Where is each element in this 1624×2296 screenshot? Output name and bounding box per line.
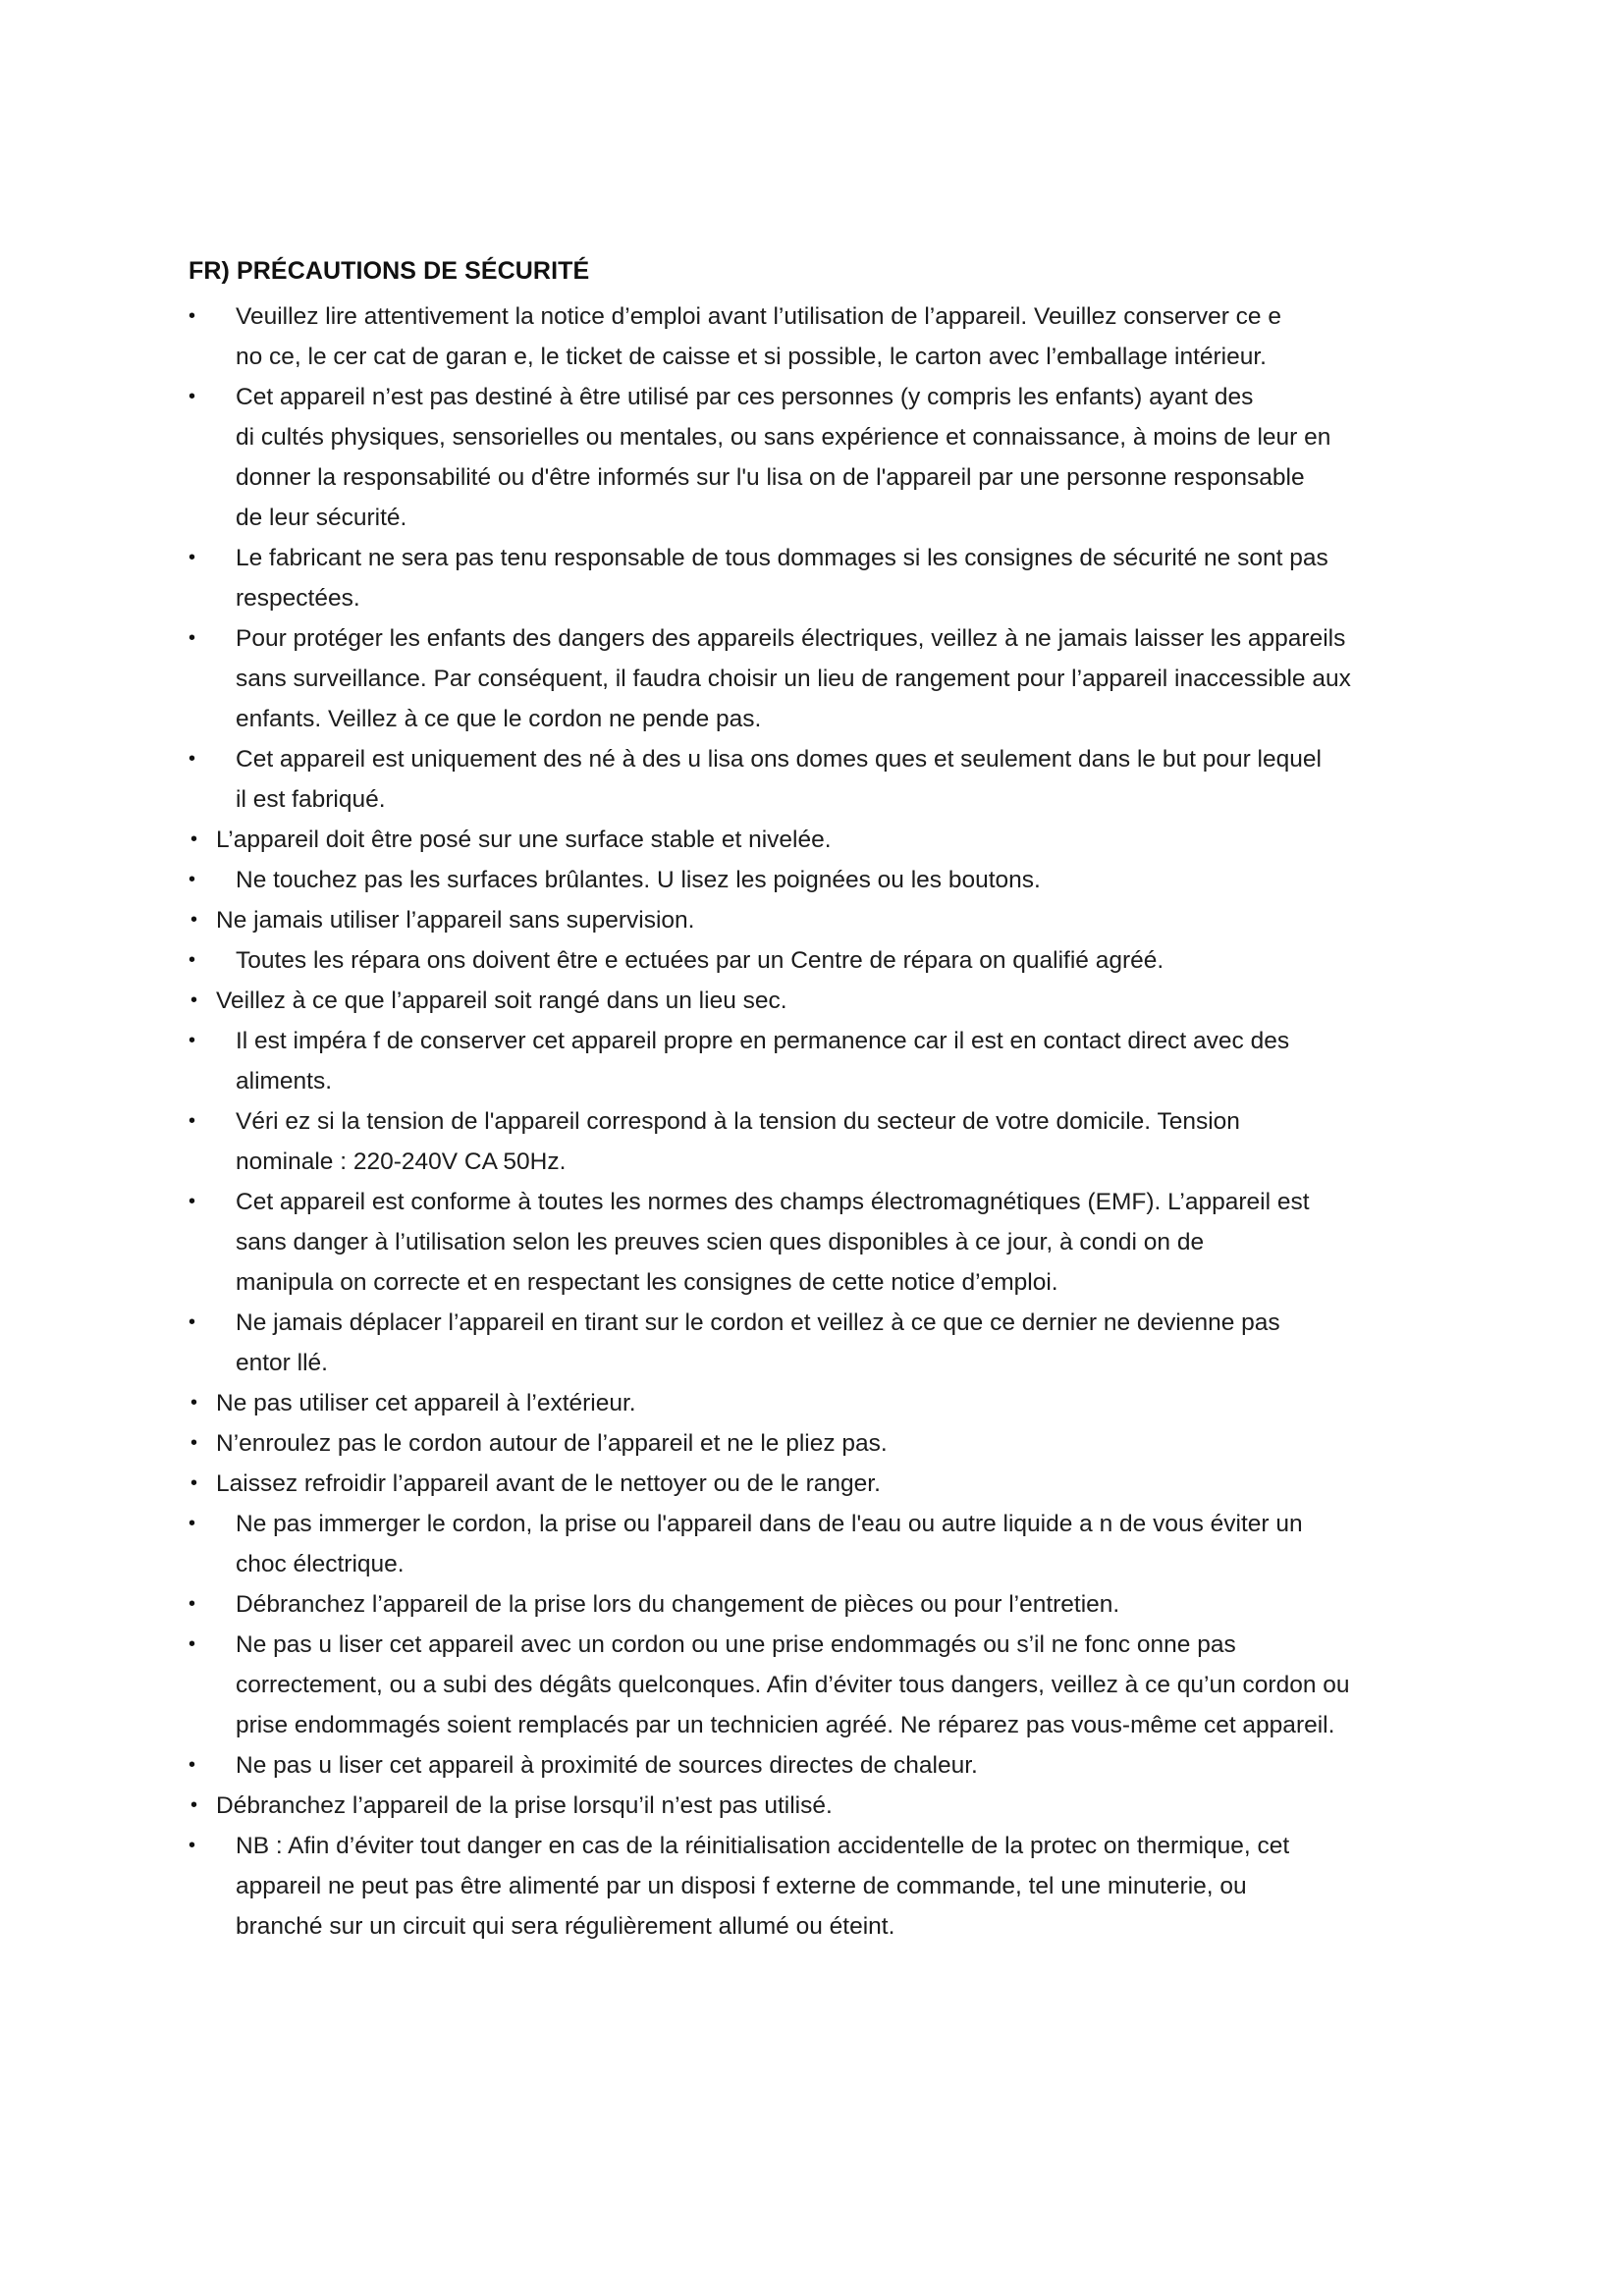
- list-item-text-line: sans surveillance. Par conséquent, il faudra choisir un lieu de rangement pour l’appareil inaccessible aux: [236, 666, 1351, 692]
- list-item-text-line: entor llé.: [236, 1350, 328, 1376]
- list-item-text-line: Débranchez l’appareil de la prise lors du changement de pièces ou pour l’entretien.: [236, 1591, 1120, 1618]
- bullet-icon: •: [189, 1191, 196, 1212]
- list-item-text-line: enfants. Veillez à ce que le cordon ne pende pas.: [236, 706, 762, 732]
- list-item-text-line: Ne jamais déplacer l’appareil en tirant sur le cordon et veillez à ce que ce dernier ne devienne pas: [236, 1309, 1280, 1336]
- list-item: [0, 1383, 1424, 1423]
- bullet-icon: •: [190, 1432, 198, 1454]
- list-item-text-line: nominale : 220-240V CA 50Hz.: [236, 1148, 567, 1175]
- bullet-icon: •: [189, 1513, 196, 1534]
- list-item-text-line: de leur sécurité.: [236, 505, 407, 531]
- list-item-text-line: prise endommagés soient remplacés par un technicien agréé. Ne réparez pas vous-même cet appareil.: [236, 1712, 1335, 1738]
- list-item: [0, 1584, 1443, 1625]
- bullet-icon: •: [190, 828, 198, 850]
- list-item-text-line: Pour protéger les enfants des dangers des appareils électriques, veillez à ne jamais laisser les appareils: [236, 625, 1346, 652]
- list-item-text-line: Ne touchez pas les surfaces brûlantes. U lisez les poignées ou les boutons.: [236, 867, 1041, 893]
- list-item-text-line: Ne pas u liser cet appareil avec un cordon ou une prise endommagés ou s’il ne fonc onne pas: [236, 1631, 1236, 1658]
- list-item-text-line: Veuillez lire attentivement la notice d’emploi avant l’utilisation de l’appareil. Veuillez conserver ce e: [236, 303, 1281, 330]
- list-item-text-line: choc électrique.: [236, 1551, 405, 1577]
- bullet-icon: •: [189, 1754, 196, 1776]
- bullet-icon: •: [189, 1593, 196, 1615]
- list-item: [0, 1826, 1443, 1947]
- list-item: [0, 538, 1443, 618]
- list-item: [0, 1504, 1443, 1584]
- list-item-text-line: respectées.: [236, 585, 360, 612]
- safety-precautions-list: [0, 296, 1624, 1947]
- list-item: [0, 900, 1424, 940]
- list-item: [0, 1464, 1424, 1504]
- bullet-icon: •: [189, 949, 196, 971]
- list-item-text-line: NB : Afin d’éviter tout danger en cas de la réinitialisation accidentelle de la protec on thermique, cet: [236, 1833, 1290, 1859]
- bullet-icon: •: [189, 748, 196, 770]
- list-item-text-line: N’enroulez pas le cordon autour de l’appareil et ne le pliez pas.: [216, 1430, 888, 1457]
- list-item-text-line: Laissez refroidir l’appareil avant de le nettoyer ou de le ranger.: [216, 1470, 881, 1497]
- list-item: [0, 1625, 1443, 1745]
- list-item: [0, 1101, 1443, 1182]
- list-item: [0, 860, 1443, 900]
- bullet-icon: •: [190, 1392, 198, 1414]
- list-item-text-line: Ne jamais utiliser l’appareil sans supervision.: [216, 907, 695, 934]
- list-item-text-line: Le fabricant ne sera pas tenu responsable de tous dommages si les consignes de sécurité ne sont pas: [236, 545, 1328, 571]
- list-item: [0, 1786, 1424, 1826]
- list-item-text-line: sans danger à l’utilisation selon les preuves scien ques disponibles à ce jour, à condi on de: [236, 1229, 1205, 1255]
- list-item: [0, 1423, 1424, 1464]
- list-item-text-line: Cet appareil est uniquement des né à des u lisa ons domes ques et seulement dans le but pour lequel: [236, 746, 1322, 773]
- list-item: [0, 981, 1424, 1021]
- list-item-text-line: Toutes les répara ons doivent être e ectuées par un Centre de répara on qualifié agréé.: [236, 947, 1164, 974]
- list-item-text-line: manipula on correcte et en respectant les consignes de cette notice d’emploi.: [236, 1269, 1058, 1296]
- list-item-text-line: Véri ez si la tension de l'appareil correspond à la tension du secteur de votre domicile. Tension: [236, 1108, 1240, 1135]
- bullet-icon: •: [189, 1030, 196, 1051]
- list-item: [0, 1021, 1443, 1101]
- list-item: [0, 940, 1443, 981]
- bullet-icon: •: [189, 547, 196, 568]
- bullet-icon: •: [189, 1633, 196, 1655]
- list-item-text-line: Cet appareil est conforme à toutes les normes des champs électromagnétiques (EMF). L’appareil est: [236, 1189, 1310, 1215]
- list-item: [0, 618, 1443, 739]
- list-item: [0, 739, 1443, 820]
- list-item-text-line: L’appareil doit être posé sur une surface stable et nivelée.: [216, 827, 832, 853]
- section-heading: FR) PRÉCAUTIONS DE SÉCURITÉ: [189, 257, 590, 285]
- list-item-text-line: di cultés physiques, sensorielles ou mentales, ou sans expérience et connaissance, à moins de leur en: [236, 424, 1331, 451]
- list-item-text-line: Ne pas immerger le cordon, la prise ou l'appareil dans de l'eau ou autre liquide a n de vous éviter un: [236, 1511, 1303, 1537]
- list-item-text-line: aliments.: [236, 1068, 333, 1095]
- list-item-text-line: Ne pas utiliser cet appareil à l’extérieur.: [216, 1390, 636, 1416]
- list-item-text-line: correctement, ou a subi des dégâts quelconques. Afin d’éviter tous dangers, veillez à ce qu’un cordon ou: [236, 1672, 1350, 1698]
- list-item-text-line: branché sur un circuit qui sera régulièrement allumé ou éteint.: [236, 1913, 895, 1940]
- list-item: [0, 296, 1443, 377]
- list-item-text-line: Il est impéra f de conserver cet appareil propre en permanence car il est en contact direct avec des: [236, 1028, 1290, 1054]
- list-item: [0, 820, 1424, 860]
- bullet-icon: •: [189, 386, 196, 407]
- bullet-icon: •: [189, 1311, 196, 1333]
- bullet-icon: •: [189, 869, 196, 890]
- list-item-text-line: Veillez à ce que l’appareil soit rangé dans un lieu sec.: [216, 988, 787, 1014]
- bullet-icon: •: [189, 305, 196, 327]
- list-item: [0, 1182, 1443, 1303]
- list-item-text-line: no ce, le cer cat de garan e, le ticket de caisse et si possible, le carton avec l’emballage intérieur.: [236, 344, 1267, 370]
- list-item-text-line: donner la responsabilité ou d'être informés sur l'u lisa on de l'appareil par une personne responsable: [236, 464, 1305, 491]
- list-item-text-line: Débranchez l’appareil de la prise lorsqu’il n’est pas utilisé.: [216, 1792, 833, 1819]
- bullet-icon: •: [190, 989, 198, 1011]
- list-item-text-line: Cet appareil n’est pas destiné à être utilisé par ces personnes (y compris les enfants) ayant des: [236, 384, 1254, 410]
- list-item-text-line: appareil ne peut pas être alimenté par un disposi f externe de commande, tel une minuterie, ou: [236, 1873, 1247, 1899]
- list-item: [0, 1303, 1443, 1383]
- list-item-text-line: Ne pas u liser cet appareil à proximité de sources directes de chaleur.: [236, 1752, 978, 1779]
- bullet-icon: •: [190, 1794, 198, 1816]
- list-item: [0, 1745, 1443, 1786]
- bullet-icon: •: [189, 1835, 196, 1856]
- bullet-icon: •: [189, 627, 196, 649]
- list-item: [0, 377, 1443, 538]
- list-item-text-line: il est fabriqué.: [236, 786, 386, 813]
- bullet-icon: •: [190, 1472, 198, 1494]
- bullet-icon: •: [190, 909, 198, 931]
- bullet-icon: •: [189, 1110, 196, 1132]
